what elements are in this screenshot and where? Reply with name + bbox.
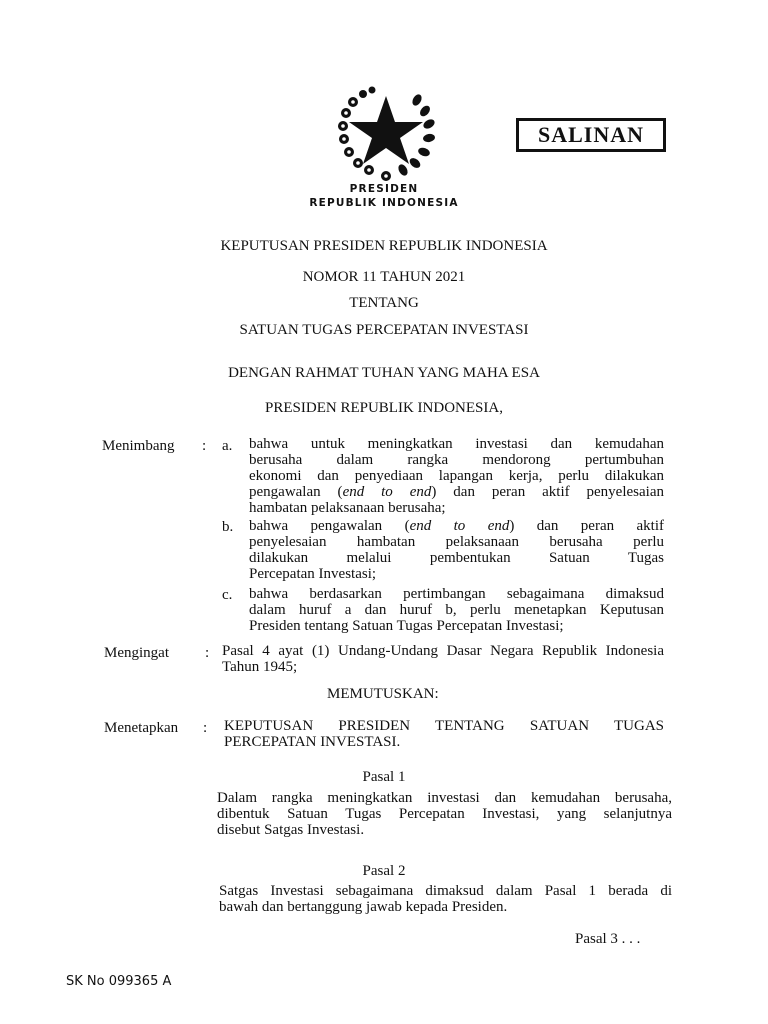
- text-line: PERCEPATAN INVESTASI.: [224, 734, 401, 750]
- president-line: PRESIDEN REPUBLIK INDONESIA,: [265, 400, 503, 416]
- text-line: ekonomi dan penyediaan lapangan kerja, perlu dilakukan: [249, 468, 664, 484]
- menetapkan-text: [224, 718, 664, 750]
- pasal-2-heading: Pasal 2: [362, 863, 406, 879]
- text-line: Tahun 1945;: [222, 659, 298, 675]
- menimbang-item-c: [249, 586, 664, 634]
- decree-number: NOMOR 11 TAHUN 2021: [302, 269, 466, 285]
- text-line: disebut Satgas Investasi.: [217, 822, 365, 838]
- decree-title: KEPUTUSAN PRESIDEN REPUBLIK INDONESIA: [220, 238, 548, 254]
- mengingat-colon: :: [205, 645, 210, 661]
- decree-subject: SATUAN TUGAS PERCEPATAN INVESTASI: [239, 322, 529, 338]
- text-line: bawah dan bertanggung jawab kepada Presiden.: [219, 899, 508, 915]
- serial-number: SK No 099365 A: [66, 974, 172, 989]
- text-line: berusaha dalam rangka mendorong pertumbuhan: [249, 452, 664, 468]
- next-page-reference: Pasal 3 . . .: [575, 931, 641, 947]
- italic-phrase: end to end: [409, 518, 510, 534]
- text-line: KEPUTUSAN PRESIDEN TENTANG SATUAN TUGAS: [224, 718, 664, 734]
- menetapkan-label: Menetapkan: [104, 720, 179, 736]
- text-line: Presiden tentang Satuan Tugas Percepatan Investasi;: [249, 618, 564, 634]
- pasal-1-text: [217, 790, 672, 838]
- memutuskan-heading: MEMUTUSKAN:: [327, 686, 439, 702]
- italic-phrase: end to end: [342, 484, 432, 500]
- text-line: bahwa untuk meningkatkan investasi dan kemudahan: [249, 436, 664, 452]
- mengingat-label: Mengingat: [104, 645, 169, 661]
- text-line: bahwa pengawalan (end to end) dan peran aktif: [249, 518, 665, 534]
- text-line: Dalam rangka meningkatkan investasi dan kemudahan berusaha,: [217, 790, 672, 806]
- text-line: dilakukan melalui pembentukan Satuan Tugas: [249, 550, 664, 566]
- menimbang-marker-a: a.: [222, 438, 233, 454]
- header-president: PRESIDEN: [349, 183, 419, 195]
- text-line: dalam huruf a dan huruf b, perlu menetapkan Keputusan: [249, 602, 664, 618]
- text-line: pengawalan (end to end) dan peran aktif penyelesaian: [249, 484, 664, 500]
- text-line: Percepatan Investasi;: [249, 566, 377, 582]
- blessing-line: DENGAN RAHMAT TUHAN YANG MAHA ESA: [228, 365, 540, 381]
- menimbang-colon: :: [202, 438, 207, 454]
- text-line: bahwa berdasarkan pertimbangan sebagaimana dimaksud: [249, 586, 664, 602]
- text-line: penyelesaian hambatan pelaksanaan berusaha perlu: [249, 534, 664, 550]
- salinan-stamp: SALINAN: [516, 118, 666, 152]
- menetapkan-colon: :: [203, 720, 208, 736]
- menimbang-marker-c: c.: [222, 587, 233, 603]
- menimbang-label: Menimbang: [102, 438, 175, 454]
- decree-about: TENTANG: [349, 295, 419, 311]
- mengingat-text: [222, 643, 664, 675]
- pasal-2-text: [219, 883, 672, 915]
- presidential-emblem-icon: [331, 82, 441, 186]
- text-line: Satgas Investasi sebagaimana dimaksud dalam Pasal 1 berada di: [219, 883, 672, 899]
- menimbang-marker-b: b.: [222, 519, 234, 535]
- text-line: hambatan pelaksanaan berusaha;: [249, 500, 446, 516]
- pasal-1-heading: Pasal 1: [362, 769, 406, 785]
- menimbang-item-b: [249, 518, 664, 582]
- header-republic: REPUBLIK INDONESIA: [309, 197, 459, 209]
- text-line: dibentuk Satuan Tugas Percepatan Investasi, yang selanjutnya: [217, 806, 672, 822]
- menimbang-item-a: [249, 436, 664, 516]
- text-line: Pasal 4 ayat (1) Undang-Undang Dasar Negara Republik Indonesia: [222, 643, 664, 659]
